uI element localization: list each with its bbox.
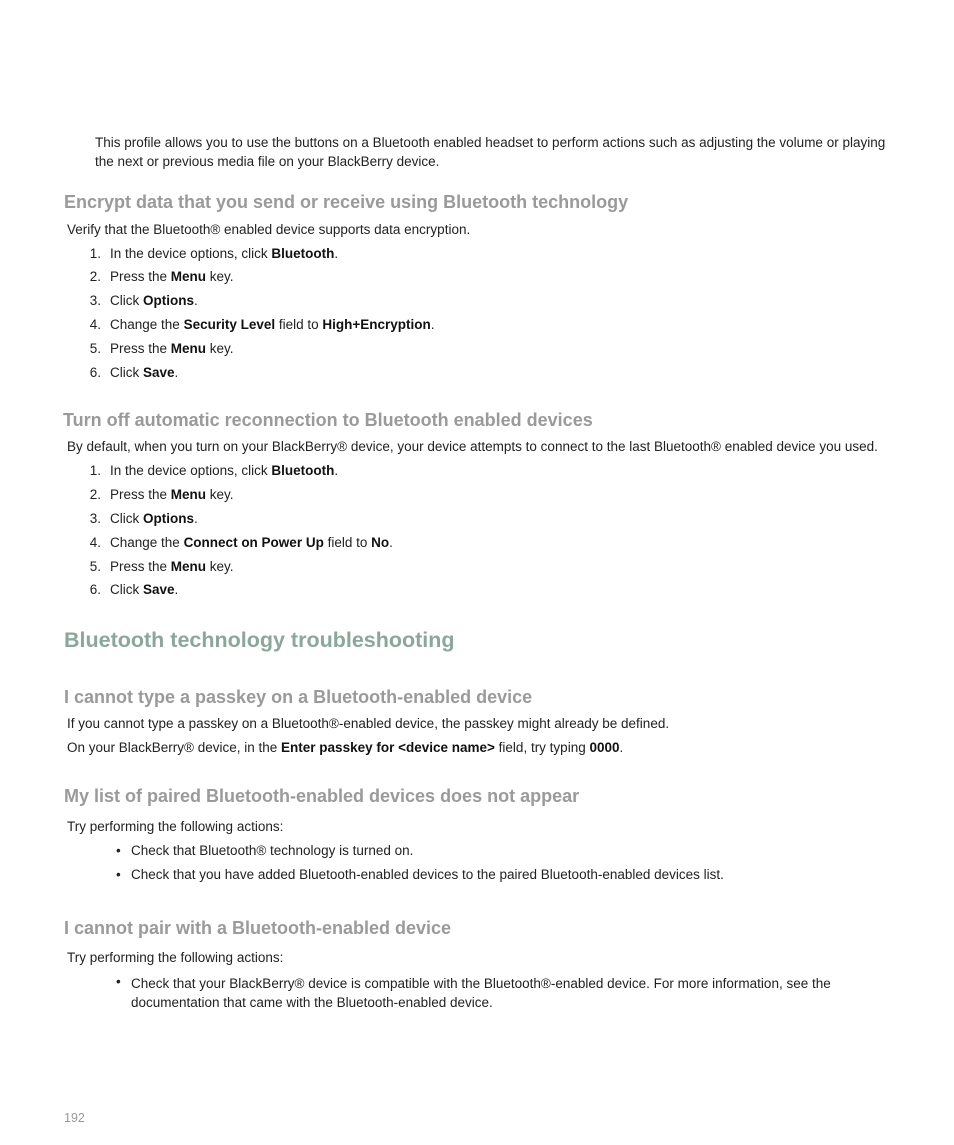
step-number: 5. xyxy=(89,559,101,574)
section-heading-pair: I cannot pair with a Bluetooth-enabled device xyxy=(64,918,452,938)
passkey-para-2: On your BlackBerry® device, in the Enter passkey for <device name> field, try typing 0000. xyxy=(67,740,624,755)
intro-paragraph: This profile allows you to use the buttons on a Bluetooth enabled headset to perform actions such as adjusting the volume or playing the next or previous media file on your BlackBerry device. xyxy=(95,135,886,169)
chapter-title: Bluetooth technology troubleshooting xyxy=(64,628,455,652)
step-number: 3. xyxy=(89,511,101,526)
step-number: 3. xyxy=(89,293,101,308)
step-text: Click Save. xyxy=(110,365,179,380)
bullet-text: Check that your BlackBerry® device is compatible with the Bluetooth®-enabled device. For more information, see the documentation that came with the Bluetooth-enabled device. xyxy=(131,976,831,1010)
bullet-icon: • xyxy=(116,974,121,989)
step-number: 4. xyxy=(89,535,101,550)
step-text: In the device options, click Bluetooth. xyxy=(110,463,339,478)
section-heading-encrypt: Encrypt data that you send or receive using Bluetooth technology xyxy=(64,192,629,212)
step-text: Click Save. xyxy=(110,582,179,597)
step-text: Press the Menu key. xyxy=(110,341,234,356)
bullet-text: Check that Bluetooth® technology is turned on. xyxy=(131,843,414,858)
reconnect-intro: By default, when you turn on your BlackBerry® device, your device attempts to connect to the last Bluetooth® enabled device you used. xyxy=(67,439,878,454)
step-number: 1. xyxy=(89,246,101,261)
step-number: 4. xyxy=(89,317,101,332)
bullet-icon: • xyxy=(116,867,121,882)
step-text: Change the Connect on Power Up field to No. xyxy=(110,535,393,550)
step-text: In the device options, click Bluetooth. xyxy=(110,246,339,261)
section-heading-paired-list: My list of paired Bluetooth-enabled devices does not appear xyxy=(64,786,580,806)
section-heading-passkey: I cannot type a passkey on a Bluetooth-enabled device xyxy=(64,687,533,707)
step-number: 6. xyxy=(89,582,101,597)
step-text: Click Options. xyxy=(110,511,198,526)
passkey-para-1: If you cannot type a passkey on a Bluetooth®-enabled device, the passkey might already be defined. xyxy=(67,716,670,731)
bullet-text: Check that you have added Bluetooth-enabled devices to the paired Bluetooth-enabled devices list. xyxy=(131,867,724,882)
step-text: Press the Menu key. xyxy=(110,487,234,502)
step-number: 2. xyxy=(89,487,101,502)
step-number: 1. xyxy=(89,463,101,478)
step-text: Click Options. xyxy=(110,293,198,308)
section-heading-reconnect: Turn off automatic reconnection to Bluetooth enabled devices xyxy=(63,410,593,430)
page-number: 192 xyxy=(64,1111,85,1125)
step-number: 6. xyxy=(89,365,101,380)
paired-list-intro: Try performing the following actions: xyxy=(67,819,284,834)
pair-intro: Try performing the following actions: xyxy=(67,950,284,965)
encrypt-intro: Verify that the Bluetooth® enabled device supports data encryption. xyxy=(67,222,471,237)
bullet-icon: • xyxy=(116,843,121,858)
step-text: Press the Menu key. xyxy=(110,269,234,284)
step-text: Change the Security Level field to High+Encryption. xyxy=(110,317,435,332)
step-number: 2. xyxy=(89,269,101,284)
step-text: Press the Menu key. xyxy=(110,559,234,574)
step-number: 5. xyxy=(89,341,101,356)
